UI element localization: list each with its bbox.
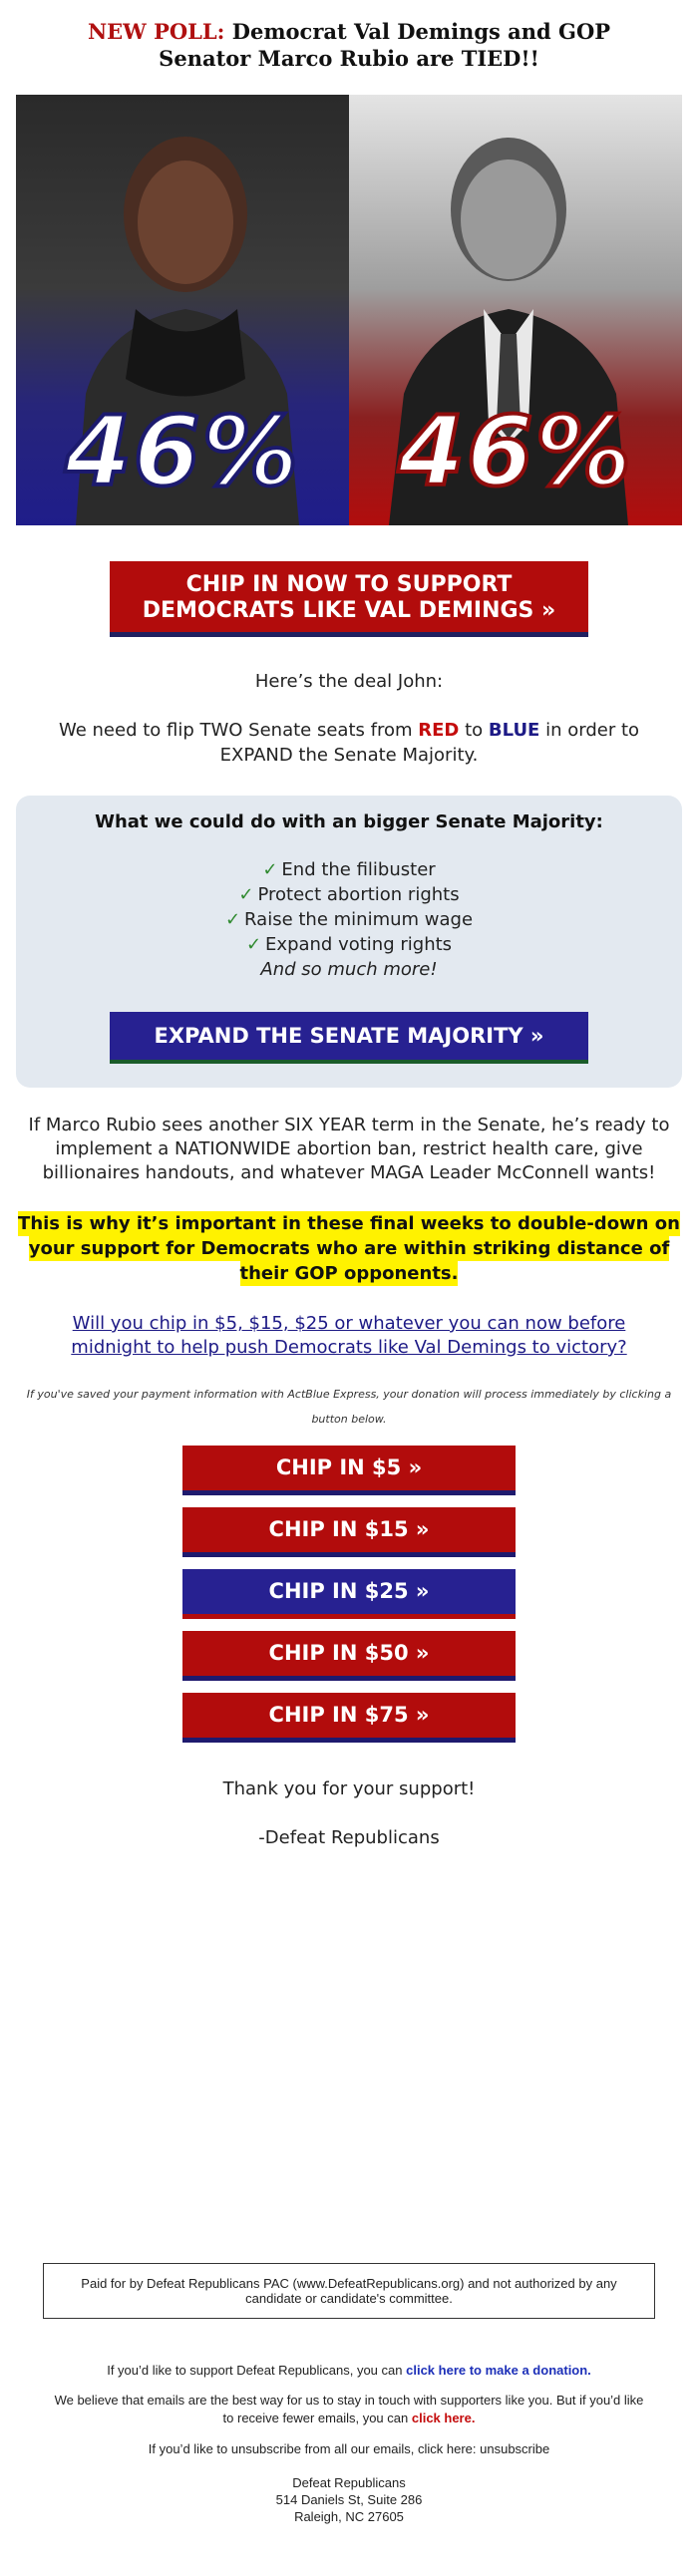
list-item-text: Protect abortion rights (257, 884, 460, 905)
highlight-paragraph (0, 1211, 698, 1286)
footer-fewer-text: We believe that emails are the best way for us to stay in touch with supporters like you. But if you’d like to receive fewer emails, you can (54, 2393, 644, 2425)
address-line: 514 Daniels St, Suite 286 (275, 2492, 423, 2507)
rubio-percent: 46% (398, 396, 633, 507)
donation-link[interactable]: click here to make a donation. (406, 2363, 591, 2378)
poll-hero-image[interactable] (16, 95, 682, 525)
check-icon: ✓ (224, 909, 241, 930)
check-icon: ✓ (262, 859, 278, 880)
headline (0, 0, 698, 95)
demings-photo (16, 95, 349, 525)
address-line: Defeat Republicans (292, 2475, 406, 2490)
chip-in-5-button[interactable]: CHIP IN $5 » (182, 1446, 516, 1495)
footer (0, 2363, 698, 2565)
chip-in-50-button[interactable]: CHIP IN $50 » (182, 1631, 516, 1681)
list-item (16, 932, 682, 957)
address-line: Raleigh, NC 27605 (294, 2509, 404, 2524)
highlight-text: This is why it’s important in these final weeks to double-down on your support for Democrats who are within striking distance of their GOP opponents. (18, 1213, 680, 1284)
greeting: Here’s the deal John: (254, 671, 444, 692)
thank-you-text: Thank you for your support! (222, 1778, 476, 1799)
cta-line-1: CHIP IN NOW TO SUPPORT (185, 572, 513, 597)
check-icon: ✓ (238, 884, 254, 905)
unsubscribe-link[interactable]: If you’d like to unsubscribe from all our emails, click here: unsubscribe (148, 2441, 550, 2456)
chip-in-support-button[interactable] (110, 561, 588, 637)
signature: -Defeat Republicans (258, 1827, 440, 1848)
headline-text: Democrat Val Demings and GOP Senator Marco Rubio are TIED!! (159, 19, 611, 71)
fewer-emails-link[interactable]: click here. (411, 2411, 476, 2425)
footer-fewer-emails (0, 2392, 698, 2427)
box-title: What we could do with an bigger Senate Majority: (95, 811, 603, 832)
actblue-express-note: If you've saved your payment information with ActBlue Express, your donation will process immediately by clicking a button below. (26, 1388, 672, 1426)
chip-in-15-button[interactable]: CHIP IN $15 » (182, 1507, 516, 1557)
list-item (16, 857, 682, 882)
chip-in-75-button[interactable]: CHIP IN $75 » (182, 1693, 516, 1743)
list-item-text: Expand voting rights (265, 934, 453, 955)
flip-paragraph (0, 718, 698, 768)
flip-mid: to (465, 720, 484, 741)
ask-paragraph (0, 1312, 698, 1360)
rubio-paragraph: If Marco Rubio sees another SIX YEAR term in the Senate, he’s ready to implement a NATIONWIDE abortion ban, restrict health care, give billionaires handouts, and whatever MAGA Leader McConnell wants! (28, 1115, 670, 1183)
footer-support (0, 2363, 698, 2378)
chip-in-link[interactable]: Will you chip in $5, $15, $25 or whatever you can now before midnight to help push Democrats like Val Demings to victory? (71, 1313, 627, 1358)
footer-support-text: If you’d like to support Defeat Republicans, you can (107, 2363, 403, 2378)
check-icon: ✓ (245, 934, 262, 955)
headline-prefix: NEW POLL: (87, 19, 225, 44)
demings-percent: 46% (65, 396, 300, 507)
flip-post: in order to EXPAND the Senate Majority. (219, 720, 640, 766)
flip-blue-word: BLUE (488, 720, 540, 741)
list-item-text: End the filibuster (281, 859, 436, 880)
chip-buttons (0, 1446, 698, 1743)
mailing-address (0, 2474, 698, 2565)
chip-in-25-button[interactable]: CHIP IN $25 » (182, 1569, 516, 1619)
box-list (16, 857, 682, 982)
list-item (16, 882, 682, 907)
paid-for-disclaimer: Paid for by Defeat Republicans PAC (www.DefeatRepublicans.org) and not authorized by any candidate or candidate's committee. (43, 2263, 655, 2319)
list-more: And so much more! (260, 959, 438, 980)
expand-majority-button[interactable]: EXPAND THE SENATE MAJORITY » (110, 1012, 588, 1064)
list-item (16, 907, 682, 932)
flip-red-word: RED (418, 720, 460, 741)
majority-box (16, 796, 682, 1088)
cta-line-2: DEMOCRATS LIKE VAL DEMINGS » (142, 598, 556, 623)
flip-pre: We need to flip TWO Senate seats from (58, 720, 413, 741)
rubio-photo (349, 95, 682, 525)
list-item-text: Raise the minimum wage (244, 909, 474, 930)
